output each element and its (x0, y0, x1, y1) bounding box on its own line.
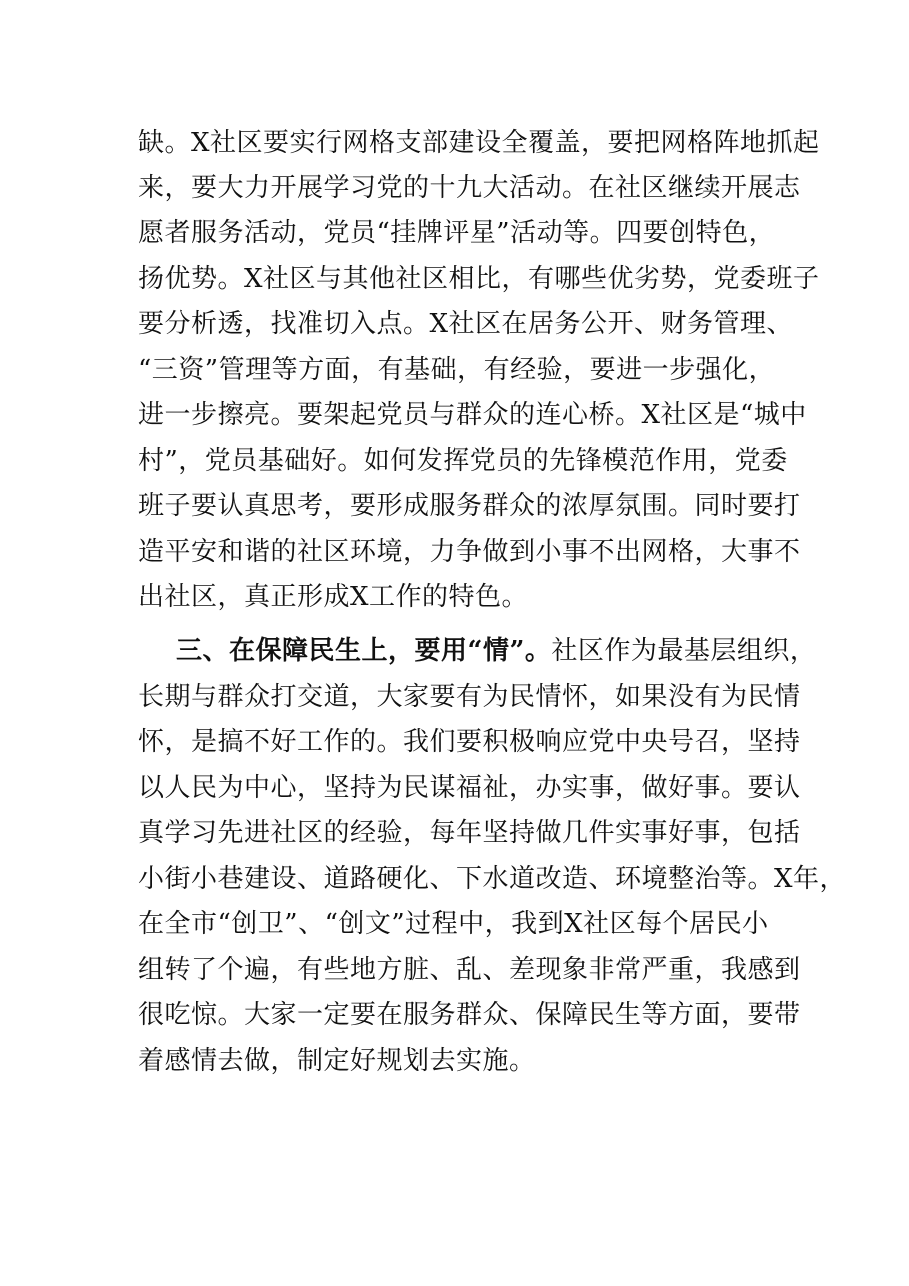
paragraph-line: 出社区，真正形成X工作的特色。 (138, 582, 529, 612)
paragraph-text: 社区作为最基层组织， (551, 636, 817, 666)
paragraph-line: 村”，党员基础好。如何发挥党员的先锋模范作用，党委 (138, 446, 788, 476)
paragraph-line: “三资”管理等方面，有基础，有经验，要进一步强化， (138, 355, 776, 385)
section-heading-line (176, 636, 817, 666)
paragraph-line: 要分析透，找准切入点。X社区在居务公开、财务管理、 (138, 309, 794, 339)
paragraph-line: 缺。X社区要实行网格支部建设全覆盖，要把网格阵地抓起 (138, 128, 820, 158)
paragraph-line: 在全市“创卫”、“创文”过程中，我到X社区每个居民小 (138, 909, 769, 939)
paragraph-line: 很吃惊。大家一定要在服务群众、保障民生等方面，要带 (138, 1000, 801, 1030)
paragraph-line: 来，要大力开展学习党的十九大活动。在社区继续开展志 (138, 173, 801, 203)
paragraph-line: 以人民为中心，坚持为民谋福祉，办实事，做好事。要认 (138, 773, 801, 803)
paragraph-line: 组转了个遍，有些地方脏、乱、差现象非常严重，我感到 (138, 955, 801, 985)
paragraph-line: 班子要认真思考，要形成服务群众的浓厚氛围。同时要打 (138, 491, 801, 521)
paragraph-line: 真学习先进社区的经验，每年坚持做几件实事好事，包括 (138, 818, 801, 848)
paragraph-line: 进一步擦亮。要架起党员与群众的连心桥。X社区是“城中 (138, 400, 807, 430)
paragraph-line: 扬优势。X社区与其他社区相比，有哪些优劣势，党委班子 (138, 264, 820, 294)
paragraph-line: 怀，是搞不好工作的。我们要积极响应党中央号召，坚持 (138, 727, 801, 757)
paragraph-line: 愿者服务活动，党员“挂牌评星”活动等。四要创特色， (138, 218, 776, 248)
paragraph-line: 长期与群众打交道，大家要有为民情怀，如果没有为民情 (138, 682, 801, 712)
paragraph-line: 着感情去做，制定好规划去实施。 (138, 1046, 536, 1076)
section-heading: 三、在保障民生上，要用“情”。 (176, 636, 552, 666)
paragraph-line: 造平安和谐的社区环境，力争做到小事不出网格，大事不 (138, 537, 801, 567)
paragraph-line: 小街小巷建设、道路硬化、下水道改造、环境整治等。X年， (138, 864, 847, 894)
